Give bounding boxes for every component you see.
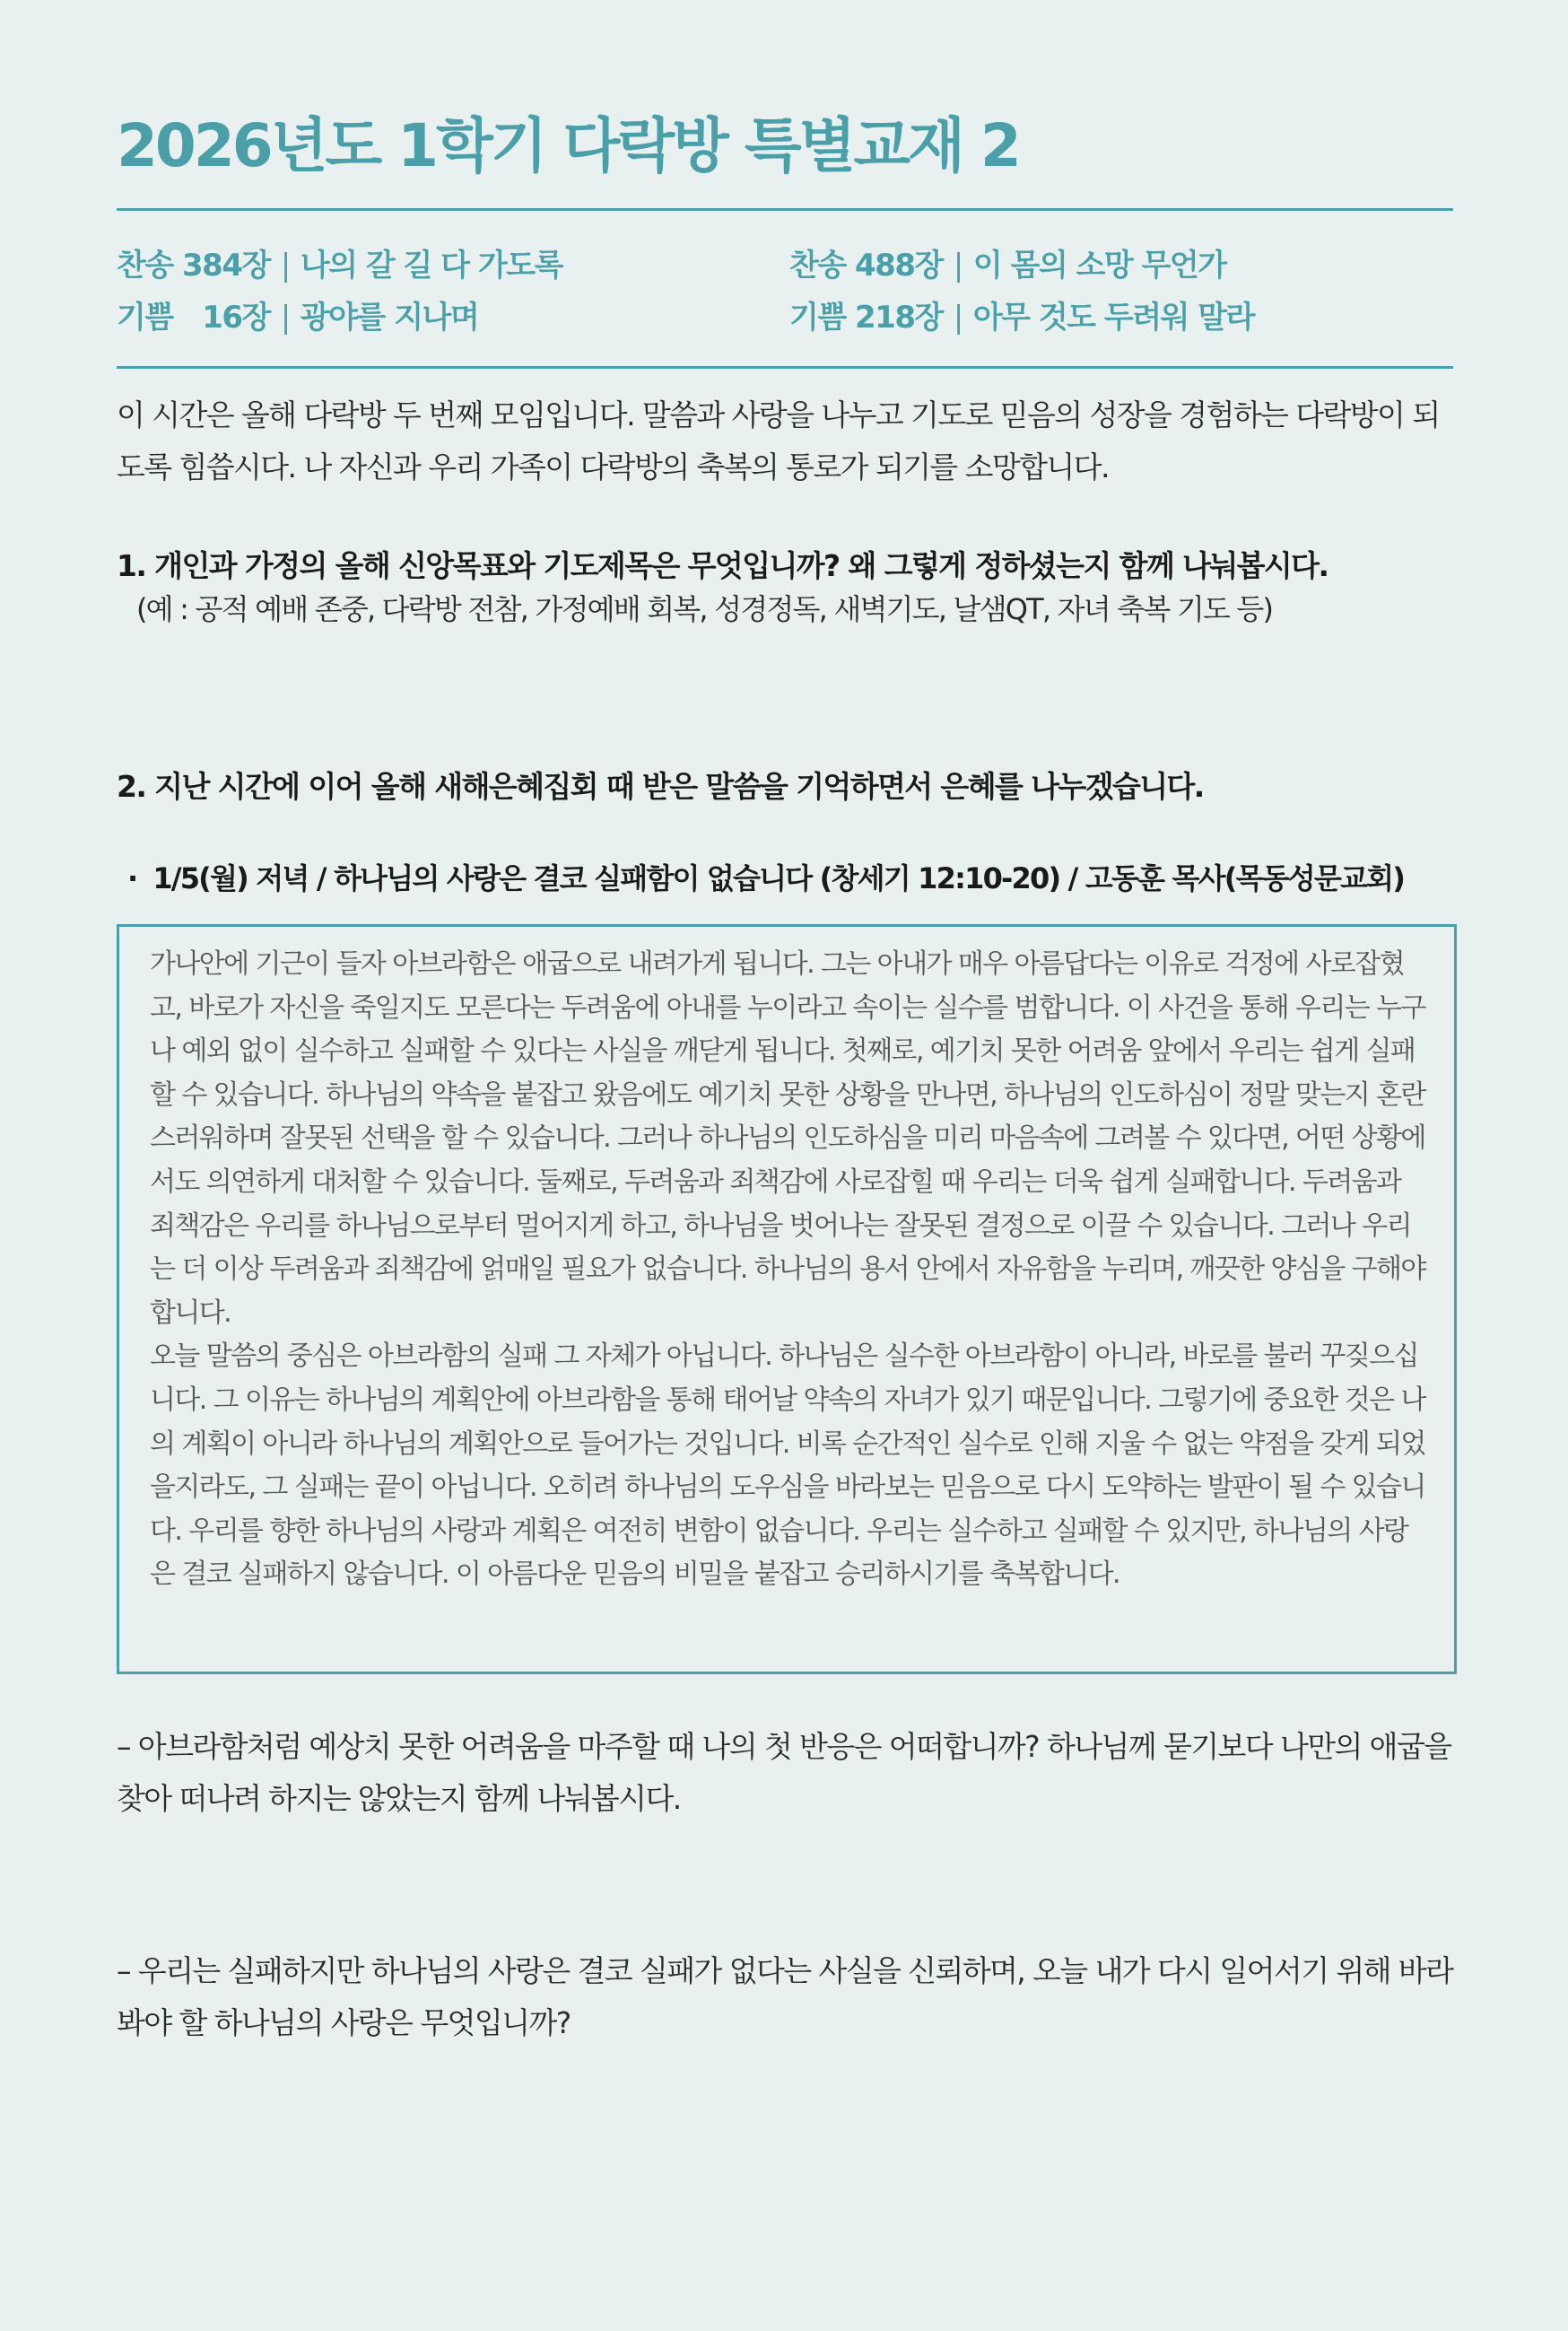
hymn-number: 기쁨 218장 [789, 300, 943, 336]
sermon-summary [150, 943, 1429, 1597]
hymn-separator: | [953, 248, 963, 284]
hymn-separator: | [280, 300, 290, 336]
question-1-example: (예 : 공적 예배 존중, 다락방 전참, 가정예배 회복, 성경정독, 새벽기도, 날샘QT, 자녀 축복 기도 등) [136, 592, 1273, 626]
discussion-question-2: – 우리는 실패하지만 하나님의 사랑은 결코 실패가 없다는 사실을 신뢰하며, 오늘 내가 다시 일어서기 위해 바라봐야 할 하나님의 사랑은 무엇입니까? [117, 1953, 1453, 2040]
hymn-number: 기쁨 16장 [117, 300, 270, 336]
hymn-entry [789, 240, 1226, 291]
hymn-title: 이 몸의 소망 무언가 [972, 248, 1226, 284]
hymn-title: 아무 것도 두려워 말라 [972, 300, 1254, 336]
hymn-title: 광야를 지나며 [300, 300, 479, 336]
sermon-summary-box [117, 924, 1457, 1674]
question-2: 2. 지난 시간에 이어 올해 새해은혜집회 때 받은 말씀을 기억하면서 은혜를 나누겠습니다. [117, 769, 1204, 804]
sermon-title: 1/5(월) 저녁 / 하나님의 사랑은 결코 실패함이 없습니다 (창세기 12:10-20) / 고동훈 목사(목동성문교회) [152, 861, 1405, 895]
title-divider [117, 208, 1453, 211]
hymn-entry [117, 292, 478, 343]
hymn-separator: | [953, 300, 963, 336]
bullet-icon: · [127, 861, 137, 895]
summary-paragraph: 오늘 말씀의 중심은 아브라함의 실패 그 자체가 아닙니다. 하나님은 실수한 아브라함이 아니라, 바로를 불러 꾸짖으십니다. 그 이유는 하나님의 계획안에 아브라함을 통해 태어날 약속의 자녀가 있기 때문입니다. 그렇기에 중요한 것은 나의 계획이 아니라 하나님의 계획안으로 들어가는 것입니다. 비록 순간적인 실수로 인해 지울 수 없는 약점을 갖게 되었을지라도, 그 실패는 끝이 아닙니다. 오히려 하나님의 도우심을 바라보는 믿음으로 다시 도약하는 발판이 될 수 있습니다. 우리를 향한 하나님의 사랑과 계획은 여전히 변함이 없습니다. 우리는 실수하고 실패할 수 있지만, 하나님의 사랑은 결코 실패하지 않습니다. 이 아름다운 믿음의 비밀을 붙잡고 승리하시기를 축복합니다. [150, 1340, 1425, 1591]
document-page [117, 0, 1453, 2331]
hymn-entry [117, 240, 562, 291]
sermon-info [127, 852, 1404, 904]
hymn-number: 찬송 384장 [117, 248, 270, 284]
hymn-number: 찬송 488장 [789, 248, 943, 284]
discussion-question-1: – 아브라함처럼 예상치 못한 어려움을 마주할 때 나의 첫 반응은 어떠합니까? 하나님께 묻기보다 나만의 애굽을 찾아 떠나려 하지는 않았는지 함께 나눠봅시다. [117, 1729, 1451, 1816]
hymn-title: 나의 갈 길 다 가도록 [300, 248, 562, 284]
hymn-separator: | [280, 248, 290, 284]
hymn-entry [789, 292, 1254, 343]
question-1: 1. 개인과 가정의 올해 신앙목표와 기도제목은 무엇입니까? 왜 그렇게 정하셨는지 함께 나눠봅시다. [117, 548, 1328, 583]
summary-paragraph: 가나안에 기근이 들자 아브라함은 애굽으로 내려가게 됩니다. 그는 아내가 매우 아름답다는 이유로 걱정에 사로잡혔고, 바로가 자신을 죽일지도 모른다는 두려움에 아내를 누이라고 속이는 실수를 범합니다. 이 사건을 통해 우리는 누구나 예외 없이 실수하고 실패할 수 있다는 사실을 깨닫게 됩니다. 첫째로, 예기치 못한 어려움 앞에서 우리는 쉽게 실패할 수 있습니다. 하나님의 약속을 붙잡고 왔음에도 예기치 못한 상황을 만나면, 하나님의 인도하심이 정말 맞는지 혼란스러워하며 잘못된 선택을 할 수 있습니다. 그러나 하나님의 인도하심을 미리 마음속에 그려볼 수 있다면, 어떤 상황에서도 의연하게 대처할 수 있습니다. 둘째로, 두려움과 죄책감에 사로잡힐 때 우리는 더욱 쉽게 실패합니다. 두려움과 죄책감은 우리를 하나님으로부터 멀어지게 하고, 하나님을 벗어나는 잘못된 결정으로 이끌 수 있습니다. 그러나 우리는 더 이상 두려움과 죄책감에 얽매일 필요가 없습니다. 하나님의 용서 안에서 자유함을 누리며, 깨끗한 양심을 구해야 합니다. [150, 948, 1425, 1329]
document-title: 2026년도 1학기 다락방 특별교재 2 [117, 111, 1019, 180]
intro-paragraph: 이 시간은 올해 다락방 두 번째 모임입니다. 말씀과 사랑을 나누고 기도로 믿음의 성장을 경험하는 다락방이 되도록 힘씁시다. 나 자신과 우리 가족이 다락방의 축복의 통로가 되기를 소망합니다. [117, 397, 1440, 485]
hymn-divider [117, 366, 1453, 369]
